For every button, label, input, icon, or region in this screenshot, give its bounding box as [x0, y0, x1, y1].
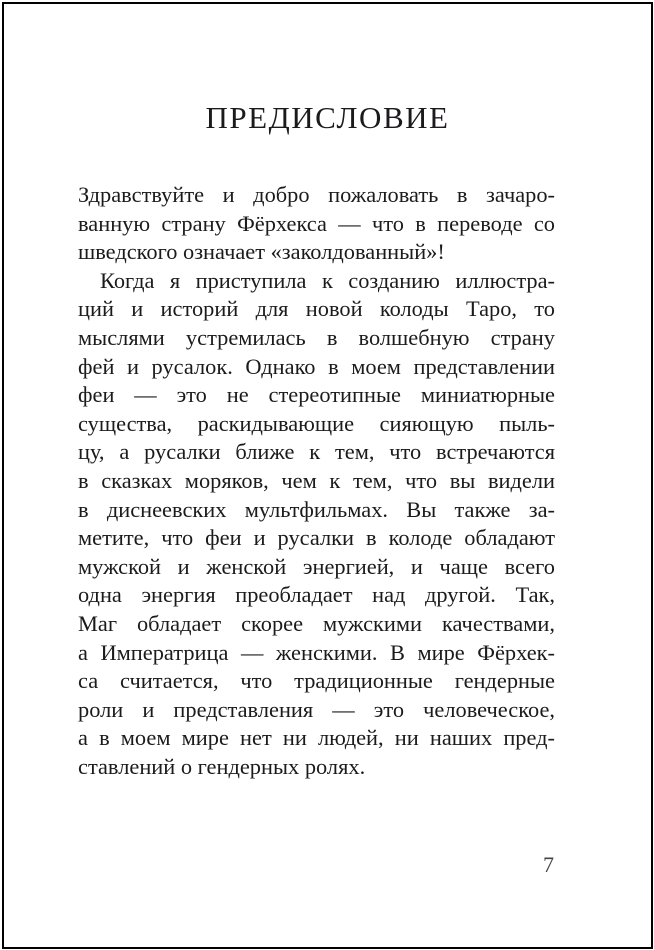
- text-line: а в моем мире нет ни людей, ни наших пред-: [78, 725, 555, 751]
- paragraph-2: [78, 267, 555, 782]
- text-line: Маг обладает скорее мужскими качествами,: [78, 610, 555, 636]
- text-line: мыслями устремилась в волшебную страну: [78, 324, 555, 350]
- text-line: ванную страну Фёрхекса — что в переводе со: [78, 210, 555, 236]
- text-line: в сказках моряков, чем к тем, что вы видели: [78, 467, 555, 493]
- text-line: фей и русалок. Однако в моем представлении: [78, 353, 555, 379]
- text-line: метите, что феи и русалки в колоде обладают: [78, 525, 555, 551]
- text-line: мужской и женской энергией, и чаще всего: [78, 553, 555, 579]
- text-line: а Императрица — женскими. В мире Фёрхек-: [78, 639, 555, 665]
- text-line: одна энергия преобладает над другой. Так,: [78, 582, 555, 608]
- text-line: са считается, что традиционные гендерные: [78, 668, 555, 694]
- text-line: Здравствуйте и добро пожаловать в зачаро-: [78, 182, 555, 207]
- page-number: 7: [543, 852, 554, 877]
- chapter-title: ПРЕДИСЛОВИЕ: [205, 100, 450, 135]
- body-text: [78, 181, 555, 781]
- text-line: Когда я приступила к созданию иллюстра-: [100, 267, 555, 293]
- text-line: ций и историй для новой колоды Таро, то: [78, 296, 555, 322]
- text-line: ставлений о гендерных ролях.: [78, 753, 366, 779]
- text-line: цу, а русалки ближе к тем, что встречаются: [78, 439, 555, 465]
- text-line: шведского означает «заколдованный»!: [78, 239, 445, 265]
- text-line: в диснеевских мультфильмах. Вы также за-: [78, 496, 555, 522]
- text-line: роли и представления — это человеческое,: [78, 696, 555, 722]
- text-line: существа, раскидывающие сияющую пыль-: [78, 410, 555, 436]
- paragraph-1: [78, 181, 555, 267]
- text-line: феи — это не стереотипные миниатюрные: [78, 382, 555, 408]
- book-page: [2, 2, 653, 949]
